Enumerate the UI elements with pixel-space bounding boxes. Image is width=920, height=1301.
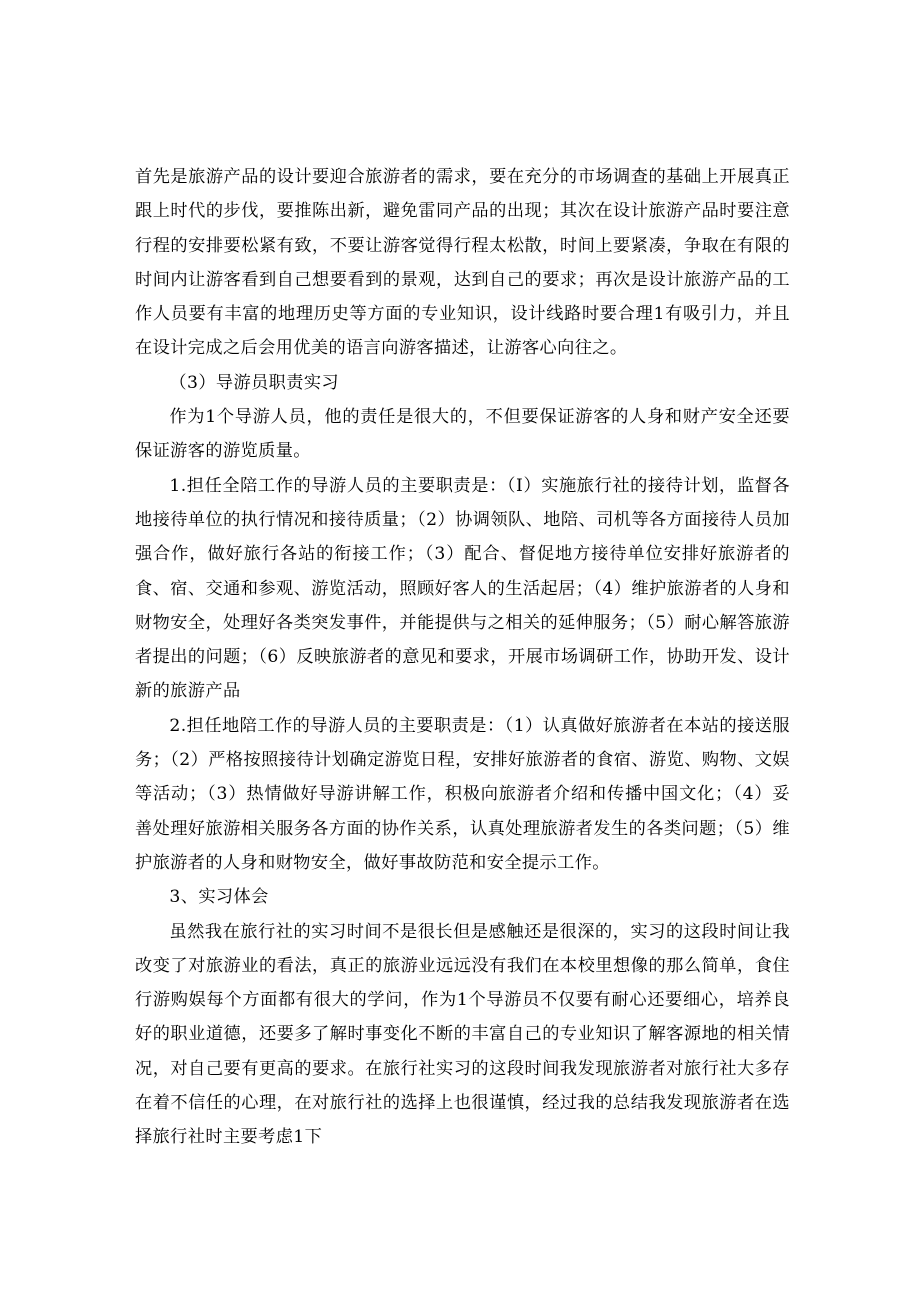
- section-heading-experience: 3、实习体会: [169, 887, 269, 908]
- paragraph-internship-reflection: 虽然我在旅行社的实习时间不是很长但是感触还是很深的，实习的这段时间让我改变了对旅游业的看法，真正的旅游业远远没有我们在本校里想像的那么简单，食住行游购娱每个方面都有很大的学问，作为1个导游员不仅要有耐心还要细心，培养良好的职业道德，还要多了解时事变化不断的丰富自己的专业知识了解客源地的相关情况，对自己要有更高的要求。在旅行社实习的这段时间我发现旅游者对旅行社大多存在着不信任的心理，在对旅行社的选择上也很谨慎，经过我的总结我发现旅游者在选择旅行社时主要考虑1下: [135, 921, 790, 1148]
- paragraph-product-design: 首先是旅游产品的设计要迎合旅游者的需求，要在充分的市场调查的基础上开展真正跟上时代的步伐，要推陈出新，避免雷同产品的出现；其次在设计旅游产品时要注意行程的安排要松紧有致，不要让游客觉得行程太松散，时间上要紧凑，争取在有限的时间内让游客看到自己想要看到的景观，达到自己的要求；再次是设计旅游产品的工作人员要有丰富的地理历史等方面的专业知识，设计线路时要合理1有吸引力，并且在设计完成之后会用优美的语言向游客描述，让游客心向往之。: [135, 167, 790, 359]
- body-text: [135, 160, 790, 1155]
- section-heading-guide-duties: （3）导游员职责实习: [169, 372, 340, 393]
- paragraph-guide-responsibility: 作为1个导游人员，他的责任是很大的，不但要保证游客的人身和财产安全还要保证游客的游览质量。: [135, 407, 790, 462]
- paragraph-local-guide-duties: 2.担任地陪工作的导游人员的主要职责是：（1）认真做好旅游者在本站的接送服务；（2）严格按照接待计划确定游览日程，安排好旅游者的食宿、游览、购物、文娱等活动；（3）热情做好导游讲解工作，积极向旅游者介绍和传播中国文化；（4）妥善处理好旅游相关服务各方面的协作关系，认真处理旅游者发生的各类问题；（5）维护旅游者的人身和财物安全，做好事故防范和安全提示工作。: [135, 715, 790, 873]
- paragraph-national-guide-duties: 1.担任全陪工作的导游人员的主要职责是：（I）实施旅行社的接待计划，监督各地接待单位的执行情况和接待质量；（2）协调领队、地陪、司机等各方面接待人员加强合作，做好旅行各站的衔接工作；（3）配合、督促地方接待单位安排好旅游者的食、宿、交通和参观、游览活动，照顾好客人的生活起居；（4）维护旅游者的人身和财物安全，处理好各类突发事件，并能提供与之相关的延伸服务；（5）耐心解答旅游者提出的问题；（6）反映旅游者的意见和要求，开展市场调研工作，协助开发、设计新的旅游产品: [135, 475, 790, 702]
